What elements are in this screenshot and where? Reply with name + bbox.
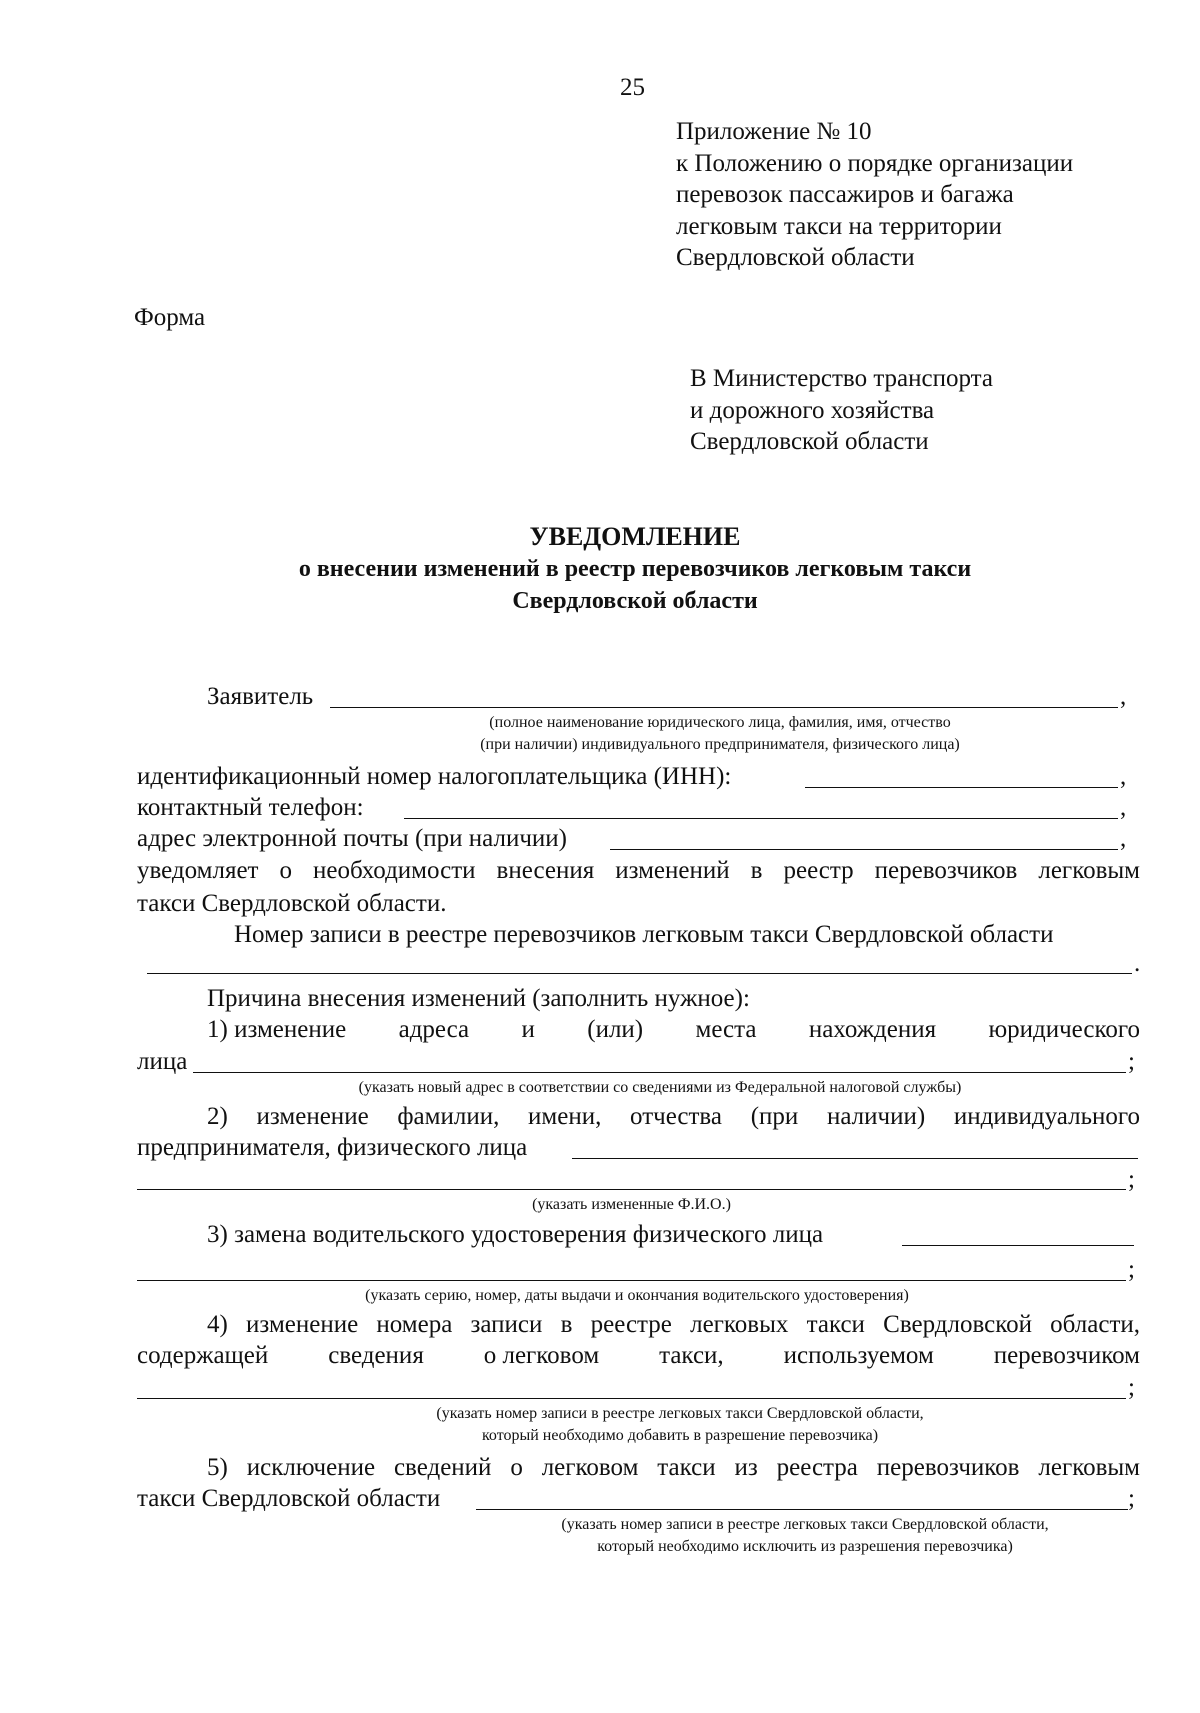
item1-label: лица xyxy=(137,1048,188,1075)
phone-label: контактный телефон: xyxy=(137,794,364,821)
semicolon: ; xyxy=(1128,1048,1135,1075)
notifies-text: уведомляет о необходимости внесения изменений в реестр перевозчиков легковым xyxy=(137,857,1140,884)
phone-field[interactable] xyxy=(404,818,1118,819)
addressee-line: и дорожного хозяйства xyxy=(690,396,935,424)
item4-text: 4) изменение номера записи в реестре легковых такси Свердловской области, xyxy=(207,1311,1140,1338)
item5-field[interactable] xyxy=(476,1509,1128,1510)
semicolon: ; xyxy=(1128,1166,1135,1193)
item4-hint: который необходимо добавить в разрешение перевозчика) xyxy=(481,1427,879,1444)
comma: , xyxy=(1120,683,1127,710)
item3-text: 3) замена водительского удостоверения физического лица xyxy=(207,1221,824,1248)
annex-block xyxy=(676,116,1073,274)
item4-word: используемом xyxy=(783,1342,934,1369)
document-subtitle: Свердловской области xyxy=(512,588,758,614)
page-number: 25 xyxy=(620,74,645,101)
item2-text: 2) изменение фамилии, имени, отчества (при наличии) индивидуального xyxy=(207,1103,1140,1130)
annex-line: легковым такси на территории xyxy=(676,212,1002,240)
inn-label: идентификационный номер налогоплательщика (ИНН): xyxy=(137,763,732,790)
record-number-field[interactable] xyxy=(147,973,1132,974)
applicant-label: Заявитель xyxy=(207,683,314,710)
item1-word: и xyxy=(521,1016,535,1043)
item2-label: предпринимателя, физического лица xyxy=(137,1134,528,1161)
addressee-line: Свердловской области xyxy=(690,428,929,455)
item1-row xyxy=(207,1016,1140,1044)
document-subtitle: о внесении изменений в реестр перевозчиков легковым такси xyxy=(298,556,972,582)
applicant-field[interactable] xyxy=(330,707,1118,708)
item3-field-2[interactable] xyxy=(137,1280,1126,1281)
comma: , xyxy=(1120,763,1127,790)
period: . xyxy=(1134,950,1141,977)
annex-line: перевозок пассажиров и багажа xyxy=(676,181,1014,208)
item4-word: такси, xyxy=(659,1342,724,1369)
item4-word: сведения xyxy=(328,1342,424,1369)
annex-line: к Положению о порядке организации xyxy=(676,149,1074,177)
reason-label: Причина внесения изменений (заполнить нужное): xyxy=(207,985,750,1012)
semicolon: ; xyxy=(1128,1485,1135,1512)
item5-hint: который необходимо исключить из разрешения перевозчика) xyxy=(597,1538,1013,1555)
applicant-hint: (полное наименование юридического лица, фамилия, имя, отчество xyxy=(489,714,951,731)
item4-word: перевозчиком xyxy=(993,1342,1140,1369)
item4-field[interactable] xyxy=(137,1398,1126,1399)
addressee-block xyxy=(690,363,993,458)
item4-row xyxy=(137,1342,1140,1370)
item1-word: юридического xyxy=(988,1016,1140,1043)
comma: , xyxy=(1120,825,1127,852)
item5-text: 5) исключение сведений о легковом такси из реестра перевозчиков легковым xyxy=(207,1454,1140,1481)
item5-hint: (указать номер записи в реестре легковых такси Свердловской области, xyxy=(561,1516,1049,1533)
document-title: УВЕДОМЛЕНИЕ xyxy=(529,522,741,551)
semicolon: ; xyxy=(1128,1256,1135,1283)
item4-hint: (указать номер записи в реестре легковых такси Свердловской области, xyxy=(436,1405,924,1422)
item2-hint: (указать измененные Ф.И.О.) xyxy=(532,1196,731,1213)
comma: , xyxy=(1120,794,1127,821)
item1-word: 1) изменение xyxy=(207,1016,347,1043)
item1-word: адреса xyxy=(398,1016,470,1043)
item1-word: (или) xyxy=(587,1016,644,1043)
notifies-text: такси Свердловской области. xyxy=(137,890,447,917)
item1-hint: (указать новый адрес в соответствии со сведениями из Федеральной налоговой службы) xyxy=(358,1079,962,1096)
item3-field[interactable] xyxy=(902,1245,1134,1246)
email-label: адрес электронной почты (при наличии) xyxy=(137,825,567,852)
email-field[interactable] xyxy=(610,849,1118,850)
item1-word: места xyxy=(695,1016,757,1043)
item4-word: о легковом xyxy=(483,1342,600,1369)
addressee-line: В Министерство транспорта xyxy=(690,365,993,392)
form-label: Форма xyxy=(134,304,206,331)
item1-field[interactable] xyxy=(193,1072,1126,1073)
item2-field-2[interactable] xyxy=(137,1189,1126,1190)
annex-title: Приложение № 10 xyxy=(676,118,872,145)
record-number-label: Номер записи в реестре перевозчиков легковым такси Свердловской области xyxy=(234,921,1054,948)
inn-field[interactable] xyxy=(805,787,1118,788)
item5-label: такси Свердловской области xyxy=(137,1485,441,1512)
item1-word: нахождения xyxy=(808,1016,937,1043)
item4-word: содержащей xyxy=(137,1342,269,1369)
semicolon: ; xyxy=(1128,1374,1135,1401)
item2-field[interactable] xyxy=(572,1158,1138,1159)
annex-line: Свердловской области xyxy=(676,244,915,271)
item3-hint: (указать серию, номер, даты выдачи и окончания водительского удостоверения) xyxy=(365,1287,909,1304)
applicant-hint: (при наличии) индивидуального предпринимателя, физического лица) xyxy=(480,736,960,753)
